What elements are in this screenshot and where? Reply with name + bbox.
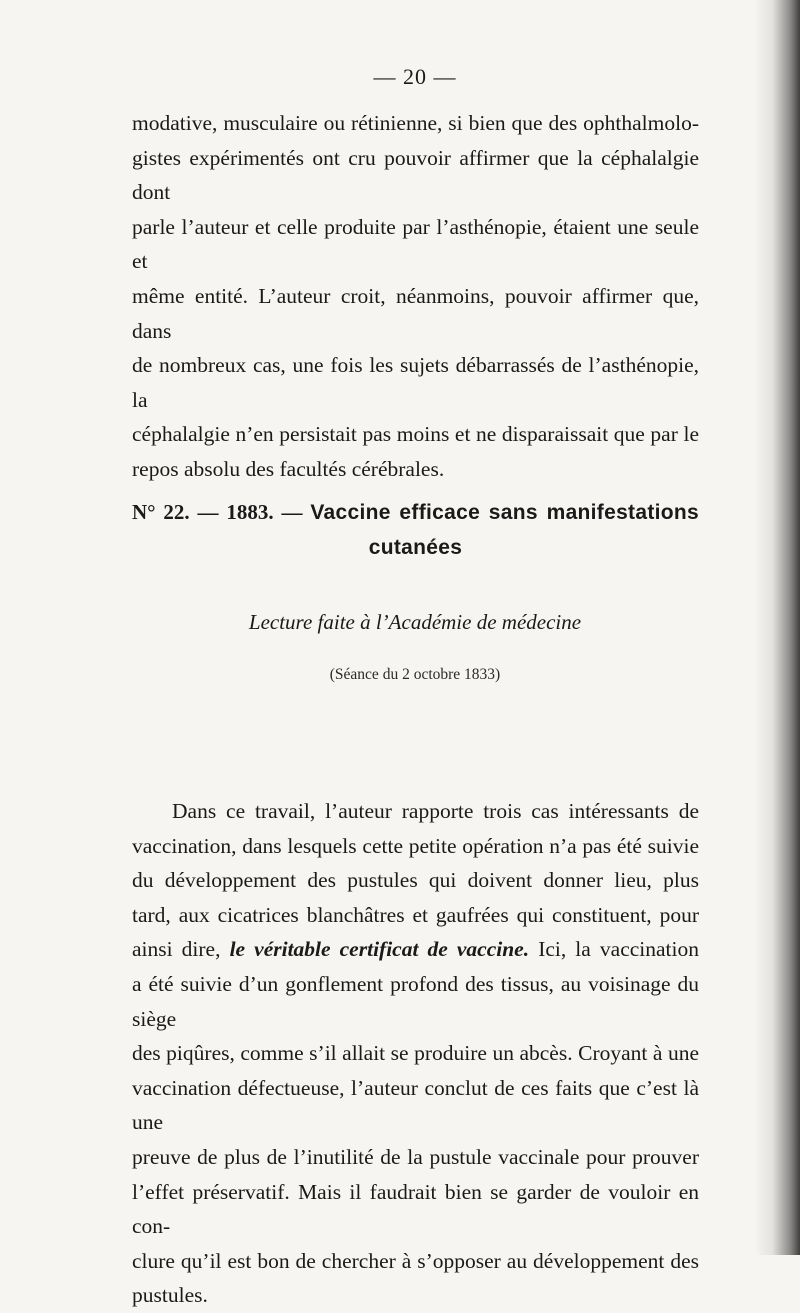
paragraph-line: tard, aux cicatrices blanchâtres et gaufrées qui constituent, pour [132,902,699,927]
entry-heading-line-2 [132,530,699,565]
paragraph-line: du développement des pustules qui doivent donner lieu, plus [132,868,699,893]
paragraph-summary [132,794,699,1313]
line-text: ainsi dire, [132,937,221,962]
emphasized-phrase: le véritable certificat de vaccine. [229,937,530,962]
page-number: — 20 — [373,64,457,89]
paragraph-continued [132,106,699,487]
paragraph-line: pustules. [132,1283,208,1308]
paragraph-line: l’effet préservatif. Mais il faudrait bien se garder de vouloir en con- [132,1179,699,1239]
paragraph-line: céphalalgie n’en persistait pas moins et ne disparaissait que par le [132,422,699,447]
paragraph-line: vaccination défectueuse, l’auteur conclut de ces faits que c’est là une [132,1075,699,1135]
paragraph-line: gistes expérimentés ont cru pouvoir affirmer que la céphalalgie dont [132,145,699,205]
entry-heading-line-1 [132,495,699,530]
entry-number: N° 22. — 1883. — [132,500,303,524]
paragraph-line: modative, musculaire ou rétinienne, si bien que des ophthalmolo- [132,111,699,135]
page-edge-shadow [754,0,800,1255]
entry-title-part-2: cutanées [368,536,463,559]
paragraph-line [132,932,699,967]
paragraph-line: vaccination, dans lesquels cette petite opération n’a pas été suivie [132,833,699,858]
paragraph-line: a été suivie d’un gonflement profond des tissus, au voisinage du siège [132,971,699,1031]
entry-heading [132,495,699,565]
paragraph-line: Dans ce travail, l’auteur rapporte trois cas intéressants de [172,799,699,823]
paragraph-line: de nombreux cas, une fois les sujets débarrassés de l’asthénopie, la [132,353,699,412]
line-text: Ici, la vaccination [538,937,699,962]
paragraph-line: preuve de plus de l’inutilité de la pustule vaccinale pour prouver [132,1144,699,1169]
paragraph-line: des piqûres, comme s’il allait se produire un abcès. Croyant à une [132,1041,699,1066]
entry-title-part-1: Vaccine efficace sans manifestations [310,501,699,524]
paragraph-line: repos absolu des facultés cérébrales. [132,456,445,481]
paragraph-line: clure qu’il est bon de chercher à s’opposer au développement des [132,1248,699,1273]
paragraph-line: même entité. L’auteur croit, néanmoins, pouvoir affirmer que, dans [132,283,699,343]
paragraph-line: parle l’auteur et celle produite par l’asthénopie, étaient une seule et [132,214,699,274]
entry-subtitle: Lecture faite à l’Académie de médecine [248,610,582,634]
session-date: (Séance du 2 octobre 1833) [329,666,501,683]
